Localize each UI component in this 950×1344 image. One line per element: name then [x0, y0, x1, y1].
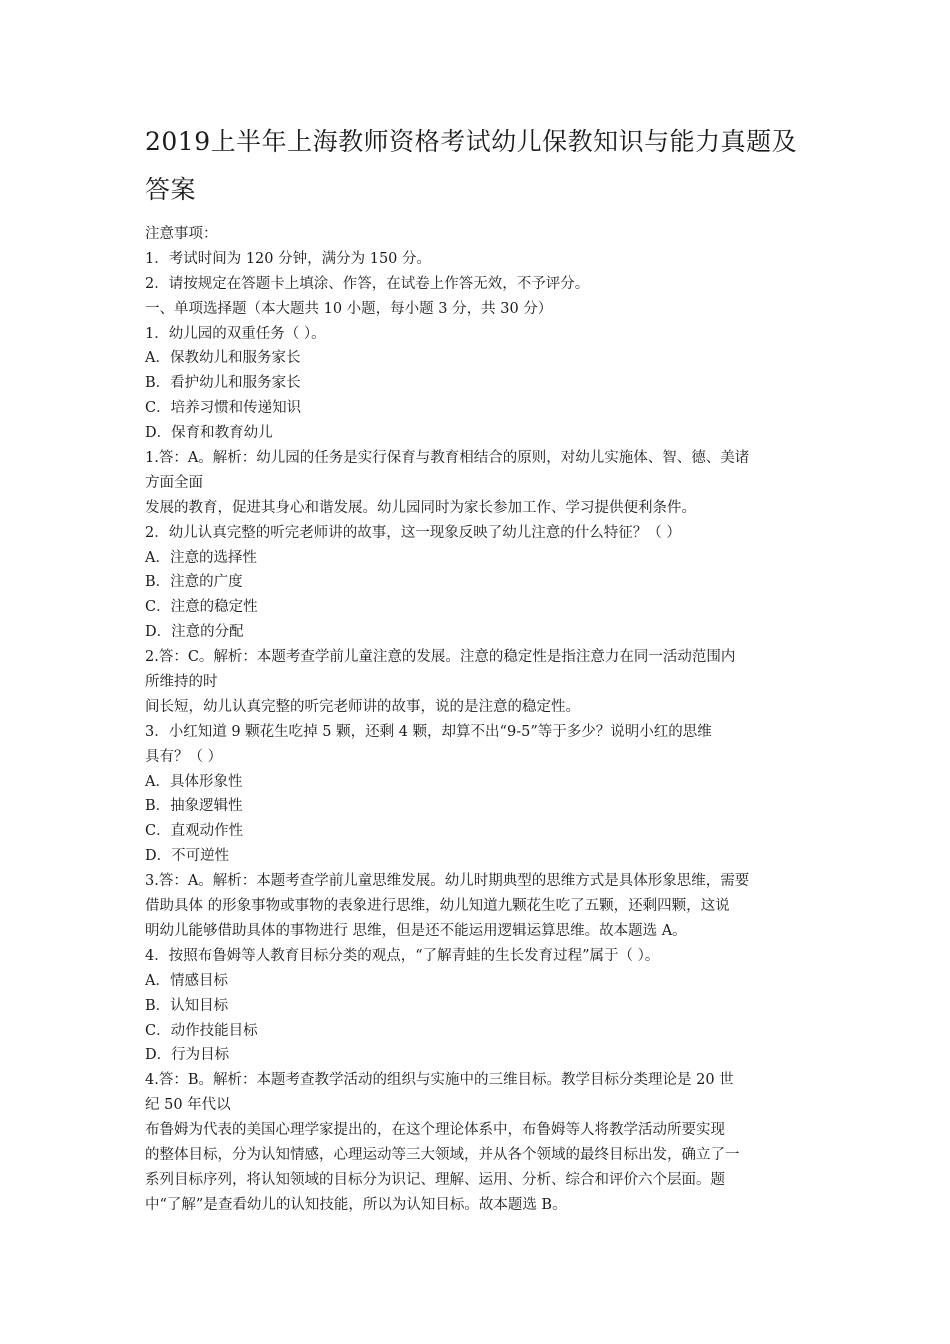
text-line: 发展的教育，促进其身心和谐发展。幼儿园同时为家长参加工作、学习提供便利条件。	[145, 499, 696, 516]
text-line: 4．按照布鲁姆等人教育目标分类的观点，“了解青蛙的生长发育过程”属于（ ）。	[145, 947, 660, 964]
text-line: 所维持的时	[145, 674, 218, 691]
text-line: D．注意的分配	[145, 624, 244, 641]
text-line: 2．请按规定在答题卡上填涂、作答，在试卷上作答无效，不予评分。	[145, 275, 590, 292]
text-line: 间长短，幼儿认真完整的听完老师讲的故事，说的是注意的稳定性。	[145, 698, 580, 715]
document-title	[145, 118, 809, 214]
text-line: B．认知目标	[145, 997, 229, 1014]
text-line: 2．幼儿认真完整的听完老师讲的故事，这一现象反映了幼儿注意的什么特征？（ ）	[145, 524, 681, 541]
text-line: A．具体形象性	[145, 773, 243, 790]
text-line: 系列目标序列，将认知领域的目标分为识记、理解、运用、分析、综合和评价六个层面。题	[145, 1171, 725, 1188]
text-line: 布鲁姆为代表的美国心理学家提出的，在这个理论体系中，布鲁姆等人将教学活动所要实现	[145, 1122, 725, 1139]
text-line: 纪 50 年代以	[145, 1097, 231, 1114]
text-line: 借助具体 的形象事物或事物的表象进行思维，幼儿知道九颗花生吃了五颗，还剩四颗，这说	[145, 898, 730, 915]
text-line: A．注意的选择性	[145, 549, 257, 566]
text-line: C．培养习惯和传递知识	[145, 400, 302, 417]
text-line: A．保教幼儿和服务家长	[145, 350, 301, 367]
document-body	[145, 222, 809, 1218]
title-line-2: 答案	[145, 175, 197, 204]
text-line: 1.答：A。解析：幼儿园的任务是实行保育与教育相结合的原则，对幼儿实施体、智、德、美诸	[145, 450, 750, 467]
text-line: 的整体目标，分为认知情感，心理运动等三大领域，并从各个领域的最终目标出发，确立了一	[145, 1146, 740, 1163]
text-line: 4.答：B。解析：本题考查教学活动的组织与实施中的三维目标。教学目标分类理论是 20 世	[145, 1072, 734, 1089]
text-line: C．动作技能目标	[145, 1022, 258, 1039]
text-line: 1．考试时间为 120 分钟，满分为 150 分。	[145, 250, 432, 267]
text-line: 方面全面	[145, 474, 203, 491]
text-line: C．注意的稳定性	[145, 599, 258, 616]
text-line: 明幼儿能够借助具体的事物进行 思维，但是还不能运用逻辑运算思维。故本题选 A。	[145, 922, 687, 939]
text-line: B．看护幼儿和服务家长	[145, 375, 301, 392]
title-line-1: 2019上半年上海教师资格考试幼儿保教知识与能力真题及	[145, 127, 798, 156]
text-line: B．抽象逻辑性	[145, 798, 243, 815]
text-line: D．不可逆性	[145, 848, 230, 865]
text-line: 3.答：A。解析：本题考查学前儿童思维发展。幼儿时期典型的思维方式是具体形象思维，需要	[145, 873, 750, 890]
text-line: 中“了解”是查看幼儿的认知技能，所以为认知目标。故本题选 B。	[145, 1196, 567, 1213]
text-line: B．注意的广度	[145, 574, 243, 591]
text-line: 具有？（ ）	[145, 748, 223, 765]
text-line: D．保育和教育幼儿	[145, 425, 273, 442]
text-line: 2.答：C。解析：本题考查学前儿童注意的发展。注意的稳定性是指注意力在同一活动范围内	[145, 649, 736, 666]
text-line: D．行为目标	[145, 1047, 230, 1064]
text-line: 1．幼儿园的双重任务（ ）。	[145, 325, 326, 342]
text-line: 注意事项：	[145, 226, 218, 242]
document-page	[145, 118, 809, 1218]
text-line: 3．小红知道 9 颗花生吃掉 5 颗，还剩 4 颗，却算不出“9-5”等于多少？说明小红的思维	[145, 723, 712, 740]
text-line: A．情感目标	[145, 972, 228, 989]
text-line: C．直观动作性	[145, 823, 244, 840]
text-line: 一、单项选择题（本大题共 10 小题，每小题 3 分，共 30 分）	[145, 300, 553, 317]
